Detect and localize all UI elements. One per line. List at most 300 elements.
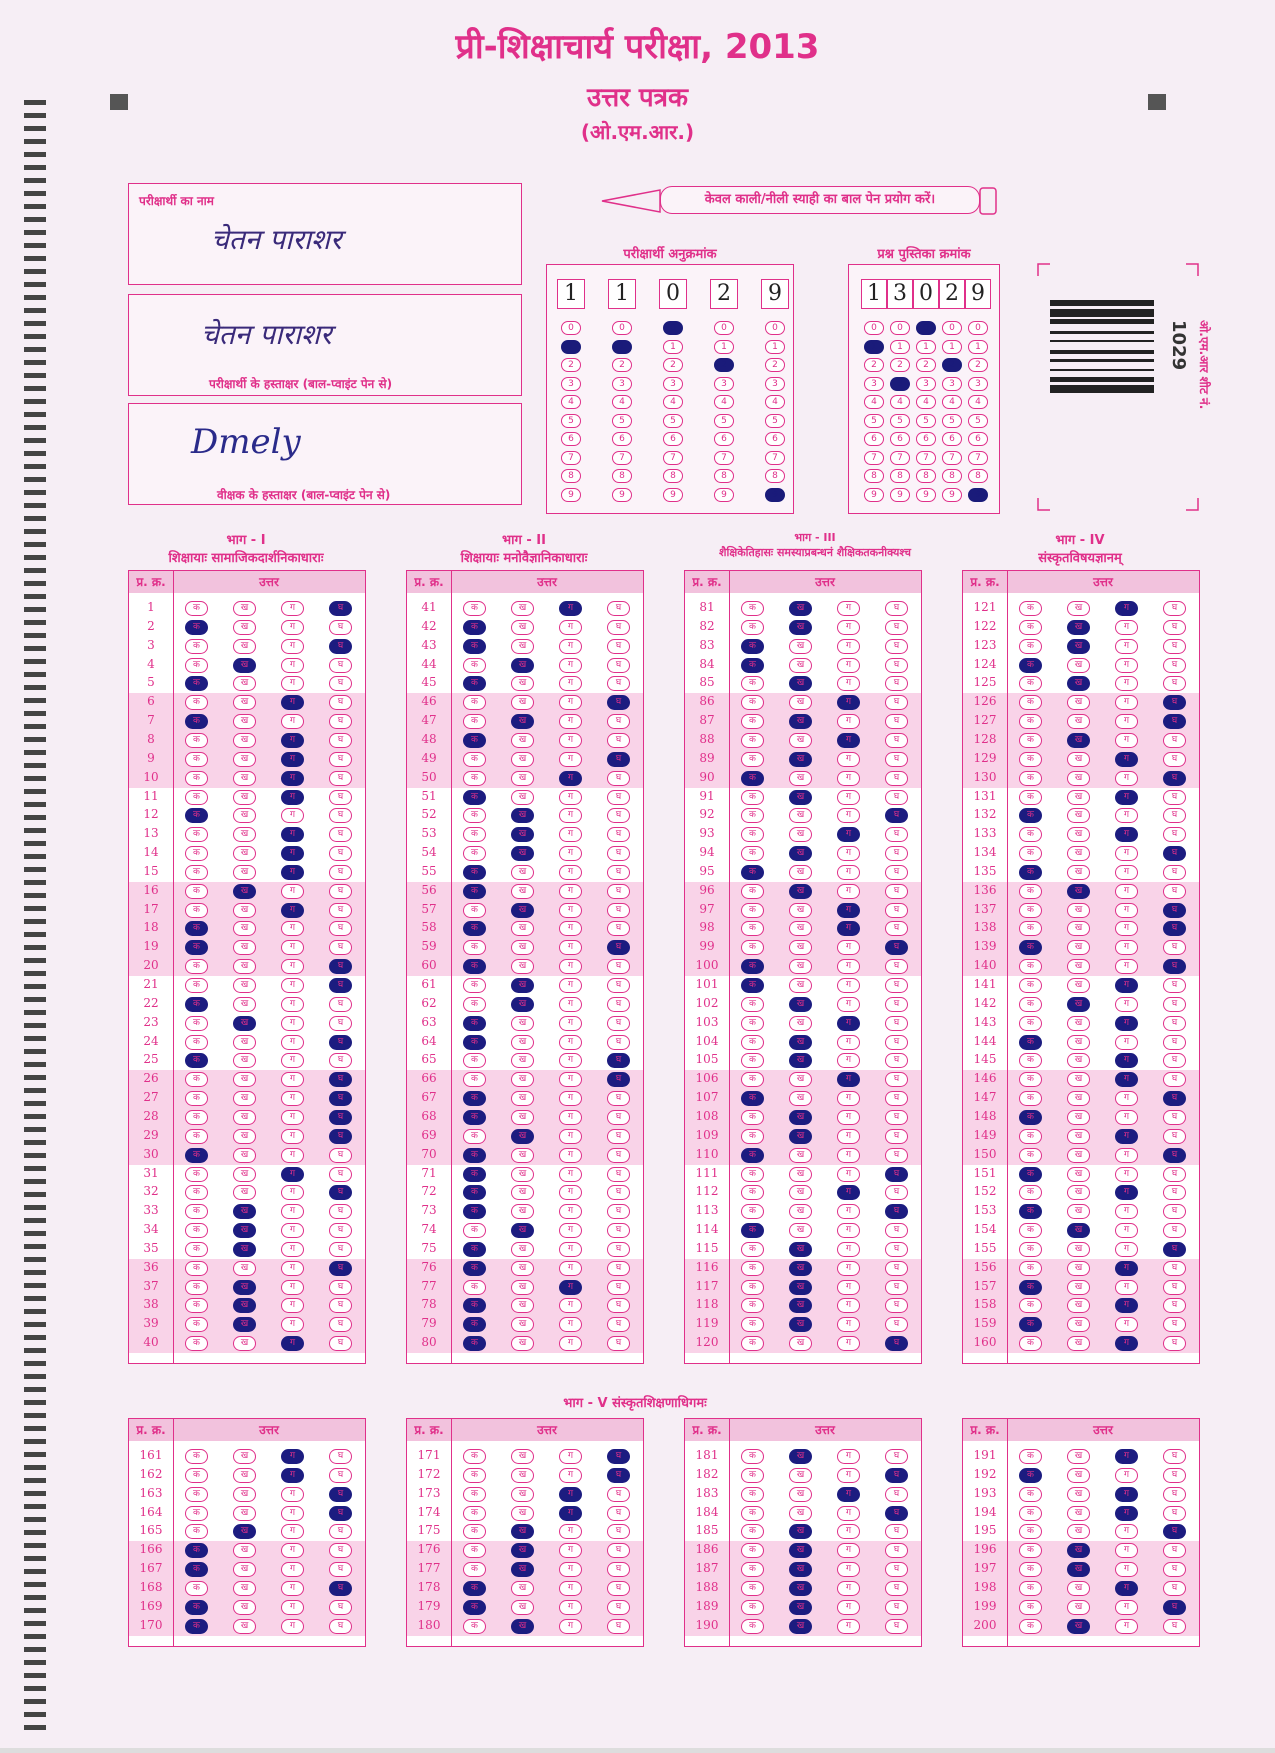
option-bubble[interactable]: क [463,808,486,823]
option-bubble[interactable]: क [741,1581,764,1596]
option-bubble[interactable]: ख [1067,1167,1090,1182]
option-bubble[interactable]: घ [329,1148,352,1163]
option-bubble[interactable]: ग [559,1242,582,1257]
option-bubble[interactable]: क [1019,1298,1042,1313]
option-bubble[interactable]: क [741,959,764,974]
option-bubble[interactable]: ग [837,1543,860,1558]
option-bubble[interactable]: ख [1067,1185,1090,1200]
option-bubble[interactable]: ख [233,1468,256,1483]
option-bubble[interactable]: घ [1163,639,1186,654]
option-bubble[interactable]: ख [233,1619,256,1634]
option-bubble[interactable]: घ [329,1129,352,1144]
option-bubble[interactable]: क [185,771,208,786]
digit-bubble[interactable]: 6 [968,432,988,446]
option-bubble[interactable]: क [1019,771,1042,786]
option-bubble[interactable]: घ [607,639,630,654]
option-bubble[interactable]: ख [789,997,812,1012]
candidate-signature[interactable]: चेतन पाराशर [201,318,332,351]
digit-bubble[interactable]: 5 [864,414,884,428]
option-bubble[interactable]: क [1019,676,1042,691]
digit-bubble[interactable]: 7 [612,451,632,465]
option-bubble[interactable]: ग [281,1204,304,1219]
option-bubble[interactable]: ख [233,1110,256,1125]
option-bubble[interactable]: ग [837,1242,860,1257]
option-bubble[interactable]: घ [885,658,908,673]
option-bubble[interactable]: घ [1163,1581,1186,1596]
option-bubble[interactable]: ग [281,940,304,955]
digit-bubble[interactable]: 3 [663,377,683,391]
option-bubble[interactable]: ग [837,1581,860,1596]
option-bubble[interactable]: ख [1067,884,1090,899]
option-bubble[interactable]: ख [511,1543,534,1558]
digit-bubble[interactable]: 3 [765,377,785,391]
option-bubble[interactable]: क [741,1223,764,1238]
option-bubble[interactable]: ख [1067,1129,1090,1144]
digit-bubble[interactable]: 6 [916,432,936,446]
digit-bubble[interactable]: 1 [714,340,734,354]
option-bubble[interactable]: घ [607,1185,630,1200]
option-bubble[interactable]: ख [233,1581,256,1596]
option-bubble[interactable]: ग [281,1185,304,1200]
digit-bubble[interactable]: 5 [890,414,910,428]
option-bubble[interactable]: ग [837,1487,860,1502]
option-bubble[interactable]: ग [559,1053,582,1068]
digit-bubble[interactable]: 5 [916,414,936,428]
option-bubble[interactable]: ख [789,1336,812,1351]
option-bubble[interactable]: घ [885,1468,908,1483]
option-bubble[interactable]: घ [885,1242,908,1257]
option-bubble[interactable]: ख [1067,752,1090,767]
digit-bubble[interactable]: 6 [612,432,632,446]
option-bubble[interactable]: क [463,1091,486,1106]
option-bubble[interactable]: ग [1115,1468,1138,1483]
digit-bubble[interactable]: 8 [916,469,936,483]
option-bubble[interactable]: ग [1115,658,1138,673]
option-bubble[interactable]: क [741,884,764,899]
option-bubble[interactable]: घ [607,1619,630,1634]
option-bubble[interactable]: ख [1067,1053,1090,1068]
option-bubble[interactable]: घ [1163,1619,1186,1634]
option-bubble[interactable]: घ [1163,846,1186,861]
digit-bubble[interactable]: 5 [612,414,632,428]
option-bubble[interactable]: घ [329,1053,352,1068]
option-bubble[interactable]: घ [1163,1487,1186,1502]
option-bubble[interactable]: क [1019,790,1042,805]
option-bubble[interactable]: घ [329,1035,352,1050]
option-bubble[interactable]: ग [281,1148,304,1163]
option-bubble[interactable]: ग [1115,884,1138,899]
option-bubble[interactable]: ग [1115,997,1138,1012]
option-bubble[interactable]: ग [559,1129,582,1144]
digit-bubble[interactable]: 8 [663,469,683,483]
option-bubble[interactable]: घ [329,1600,352,1615]
option-bubble[interactable]: ग [837,601,860,616]
option-bubble[interactable]: ख [1067,620,1090,635]
option-bubble[interactable]: क [1019,658,1042,673]
option-bubble[interactable]: क [185,676,208,691]
option-bubble[interactable]: क [741,1280,764,1295]
option-bubble[interactable]: ग [1115,620,1138,635]
option-bubble[interactable]: ख [511,695,534,710]
option-bubble[interactable]: क [463,1185,486,1200]
option-bubble[interactable]: ग [281,676,304,691]
option-bubble[interactable]: क [185,639,208,654]
option-bubble[interactable]: घ [885,639,908,654]
option-bubble[interactable]: घ [885,733,908,748]
option-bubble[interactable]: घ [329,1581,352,1596]
option-bubble[interactable]: क [463,601,486,616]
digit-bubble[interactable]: 2 [890,358,910,372]
option-bubble[interactable]: घ [1163,1317,1186,1332]
option-bubble[interactable]: घ [607,1110,630,1125]
option-bubble[interactable]: घ [329,1016,352,1031]
option-bubble[interactable]: ख [233,1543,256,1558]
option-bubble[interactable]: ग [559,790,582,805]
option-bubble[interactable]: ख [511,1204,534,1219]
option-bubble[interactable]: ख [789,1072,812,1087]
option-bubble[interactable]: क [463,1600,486,1615]
option-bubble[interactable]: क [185,1035,208,1050]
option-bubble[interactable]: क [741,620,764,635]
option-bubble[interactable]: ग [837,1468,860,1483]
option-bubble[interactable]: ग [281,601,304,616]
digit-bubble[interactable]: 6 [714,432,734,446]
option-bubble[interactable]: ख [511,658,534,673]
option-bubble[interactable]: क [463,1506,486,1521]
option-bubble[interactable]: ख [511,1261,534,1276]
option-bubble[interactable]: ग [837,1016,860,1031]
option-bubble[interactable]: क [463,959,486,974]
digit-bubble[interactable]: 9 [968,488,988,502]
option-bubble[interactable]: घ [607,1581,630,1596]
option-bubble[interactable]: ख [789,1053,812,1068]
option-bubble[interactable]: घ [1163,1336,1186,1351]
digit-bubble[interactable]: 9 [612,488,632,502]
option-bubble[interactable]: ग [1115,1167,1138,1182]
option-bubble[interactable]: घ [607,1167,630,1182]
option-bubble[interactable]: ग [281,1298,304,1313]
option-bubble[interactable]: क [741,1487,764,1502]
digit-bubble[interactable]: 9 [714,488,734,502]
option-bubble[interactable]: क [741,601,764,616]
option-bubble[interactable]: क [1019,1524,1042,1539]
option-bubble[interactable]: ख [511,676,534,691]
option-bubble[interactable]: घ [607,1223,630,1238]
option-bubble[interactable]: घ [607,1600,630,1615]
option-bubble[interactable]: घ [607,1468,630,1483]
option-bubble[interactable]: क [741,978,764,993]
option-bubble[interactable]: ख [511,1619,534,1634]
digit-bubble[interactable]: 1 [612,340,632,354]
option-bubble[interactable]: ख [511,827,534,842]
option-bubble[interactable]: क [463,978,486,993]
option-bubble[interactable]: क [741,658,764,673]
option-bubble[interactable]: ख [789,959,812,974]
option-bubble[interactable]: ग [559,1619,582,1634]
option-bubble[interactable]: क [463,695,486,710]
option-bubble[interactable]: ख [1067,1035,1090,1050]
option-bubble[interactable]: क [1019,997,1042,1012]
option-bubble[interactable]: क [741,903,764,918]
option-bubble[interactable]: घ [607,1317,630,1332]
option-bubble[interactable]: ख [789,846,812,861]
option-bubble[interactable]: ग [281,921,304,936]
option-bubble[interactable]: क [1019,865,1042,880]
option-bubble[interactable]: घ [329,658,352,673]
option-bubble[interactable]: घ [1163,1261,1186,1276]
option-bubble[interactable]: क [463,1317,486,1332]
option-bubble[interactable]: क [1019,714,1042,729]
digit-bubble[interactable]: 3 [890,377,910,391]
option-bubble[interactable]: घ [329,1506,352,1521]
option-bubble[interactable]: घ [329,1468,352,1483]
option-bubble[interactable]: ग [559,959,582,974]
option-bubble[interactable]: ख [233,771,256,786]
option-bubble[interactable]: ख [511,1185,534,1200]
invigilator-signature[interactable]: Dmely [191,422,301,462]
option-bubble[interactable]: घ [885,1223,908,1238]
option-bubble[interactable]: घ [607,658,630,673]
option-bubble[interactable]: घ [329,714,352,729]
option-bubble[interactable]: घ [607,601,630,616]
option-bubble[interactable]: क [463,1242,486,1257]
option-bubble[interactable]: घ [1163,978,1186,993]
option-bubble[interactable]: घ [329,1317,352,1332]
option-bubble[interactable]: ख [233,978,256,993]
option-bubble[interactable]: क [1019,808,1042,823]
option-bubble[interactable]: क [463,1148,486,1163]
option-bubble[interactable]: क [185,959,208,974]
option-bubble[interactable]: घ [329,1487,352,1502]
option-bubble[interactable]: क [185,1110,208,1125]
option-bubble[interactable]: ग [281,1035,304,1050]
option-bubble[interactable]: क [463,1619,486,1634]
option-bubble[interactable]: ख [233,1053,256,1068]
digit-bubble[interactable]: 1 [561,340,581,354]
option-bubble[interactable]: ग [1115,695,1138,710]
option-bubble[interactable]: ग [1115,1298,1138,1313]
option-bubble[interactable]: ग [559,1506,582,1521]
option-bubble[interactable]: घ [329,1543,352,1558]
option-bubble[interactable]: घ [885,1317,908,1332]
option-bubble[interactable]: क [185,733,208,748]
option-bubble[interactable]: ग [837,1506,860,1521]
option-bubble[interactable]: घ [885,1619,908,1634]
option-bubble[interactable]: ग [1115,1261,1138,1276]
option-bubble[interactable]: ख [511,790,534,805]
option-bubble[interactable]: घ [1163,1148,1186,1163]
digit-bubble[interactable]: 0 [864,321,884,335]
option-bubble[interactable]: ग [559,1110,582,1125]
option-bubble[interactable]: ख [789,940,812,955]
option-bubble[interactable]: ग [837,790,860,805]
option-bubble[interactable]: क [741,695,764,710]
option-bubble[interactable]: ग [837,1336,860,1351]
option-bubble[interactable]: घ [1163,1053,1186,1068]
option-bubble[interactable]: ख [1067,1487,1090,1502]
option-bubble[interactable]: ख [1067,771,1090,786]
option-bubble[interactable]: ख [1067,1506,1090,1521]
option-bubble[interactable]: क [185,940,208,955]
option-bubble[interactable]: ग [1115,1317,1138,1332]
option-bubble[interactable]: घ [885,1506,908,1521]
digit-bubble[interactable]: 4 [561,395,581,409]
option-bubble[interactable]: ग [837,1449,860,1464]
option-bubble[interactable]: क [1019,620,1042,635]
option-bubble[interactable]: घ [329,846,352,861]
option-bubble[interactable]: क [1019,1336,1042,1351]
candidate-name-value[interactable]: चेतन पाराशर [211,223,342,256]
option-bubble[interactable]: क [463,1053,486,1068]
option-bubble[interactable]: ख [1067,1524,1090,1539]
option-bubble[interactable]: ग [837,1600,860,1615]
option-bubble[interactable]: ग [281,1600,304,1615]
option-bubble[interactable]: ख [1067,1468,1090,1483]
option-bubble[interactable]: घ [607,978,630,993]
option-bubble[interactable]: घ [1163,752,1186,767]
option-bubble[interactable]: क [463,790,486,805]
option-bubble[interactable]: ग [1115,978,1138,993]
option-bubble[interactable]: ख [789,1487,812,1502]
option-bubble[interactable]: ख [1067,1543,1090,1558]
digit-bubble[interactable]: 4 [714,395,734,409]
option-bubble[interactable]: ख [233,1167,256,1182]
option-bubble[interactable]: क [463,1336,486,1351]
option-bubble[interactable]: ग [559,676,582,691]
option-bubble[interactable]: क [741,639,764,654]
option-bubble[interactable]: ग [559,846,582,861]
option-bubble[interactable]: ग [281,733,304,748]
option-bubble[interactable]: ख [789,865,812,880]
option-bubble[interactable]: ग [837,978,860,993]
option-bubble[interactable]: क [1019,1543,1042,1558]
option-bubble[interactable]: ग [1115,1543,1138,1558]
option-bubble[interactable]: घ [329,1336,352,1351]
digit-bubble[interactable]: 4 [765,395,785,409]
option-bubble[interactable]: ग [1115,1091,1138,1106]
option-bubble[interactable]: ग [559,1581,582,1596]
option-bubble[interactable]: घ [607,620,630,635]
digit-bubble[interactable]: 4 [890,395,910,409]
option-bubble[interactable]: ख [1067,940,1090,955]
option-bubble[interactable]: घ [607,790,630,805]
option-bubble[interactable]: ग [559,1261,582,1276]
option-bubble[interactable]: घ [329,997,352,1012]
option-bubble[interactable]: क [1019,1506,1042,1521]
option-bubble[interactable]: क [185,1524,208,1539]
option-bubble[interactable]: ख [511,1167,534,1182]
option-bubble[interactable]: घ [1163,601,1186,616]
option-bubble[interactable]: क [185,1261,208,1276]
option-bubble[interactable]: ग [837,884,860,899]
option-bubble[interactable]: घ [607,752,630,767]
option-bubble[interactable]: क [463,1072,486,1087]
option-bubble[interactable]: क [463,1280,486,1295]
option-bubble[interactable]: ख [1067,1449,1090,1464]
option-bubble[interactable]: क [185,808,208,823]
option-bubble[interactable]: क [463,827,486,842]
option-bubble[interactable]: ख [511,1581,534,1596]
option-bubble[interactable]: घ [885,695,908,710]
option-bubble[interactable]: ग [559,601,582,616]
digit-bubble[interactable]: 7 [890,451,910,465]
option-bubble[interactable]: ग [281,959,304,974]
option-bubble[interactable]: घ [885,1035,908,1050]
option-bubble[interactable]: ख [233,1336,256,1351]
option-bubble[interactable]: ग [837,1298,860,1313]
option-bubble[interactable]: ख [1067,676,1090,691]
option-bubble[interactable]: ग [837,1317,860,1332]
option-bubble[interactable]: क [1019,1261,1042,1276]
option-bubble[interactable]: ख [789,1035,812,1050]
option-bubble[interactable]: घ [607,1035,630,1050]
option-bubble[interactable]: घ [1163,1524,1186,1539]
option-bubble[interactable]: ख [511,884,534,899]
option-bubble[interactable]: ख [511,1242,534,1257]
option-bubble[interactable]: ख [1067,903,1090,918]
option-bubble[interactable]: घ [329,790,352,805]
option-bubble[interactable]: ख [233,733,256,748]
option-bubble[interactable]: घ [1163,1016,1186,1031]
option-bubble[interactable]: ग [559,733,582,748]
option-bubble[interactable]: ख [511,997,534,1012]
option-bubble[interactable]: ख [789,827,812,842]
option-bubble[interactable]: क [185,695,208,710]
option-bubble[interactable]: ग [1115,1110,1138,1125]
option-bubble[interactable]: ग [559,921,582,936]
option-bubble[interactable]: क [463,1110,486,1125]
option-bubble[interactable]: ग [559,997,582,1012]
option-bubble[interactable]: क [1019,752,1042,767]
digit-bubble[interactable]: 7 [663,451,683,465]
option-bubble[interactable]: ग [837,846,860,861]
option-bubble[interactable]: क [185,1280,208,1295]
option-bubble[interactable]: ग [837,771,860,786]
digit-bubble[interactable]: 7 [864,451,884,465]
option-bubble[interactable]: ख [233,752,256,767]
option-bubble[interactable]: घ [885,959,908,974]
option-bubble[interactable]: ग [559,1317,582,1332]
digit-bubble[interactable]: 1 [890,340,910,354]
option-bubble[interactable]: ग [837,733,860,748]
option-bubble[interactable]: ख [233,1016,256,1031]
option-bubble[interactable]: घ [1163,790,1186,805]
option-bubble[interactable]: क [1019,940,1042,955]
option-bubble[interactable]: ग [559,940,582,955]
option-bubble[interactable]: ख [233,884,256,899]
option-bubble[interactable]: ख [1067,601,1090,616]
digit-bubble[interactable]: 8 [968,469,988,483]
option-bubble[interactable]: क [741,1336,764,1351]
option-bubble[interactable]: ख [1067,997,1090,1012]
option-bubble[interactable]: घ [329,978,352,993]
option-bubble[interactable]: क [185,865,208,880]
option-bubble[interactable]: ग [1115,1035,1138,1050]
option-bubble[interactable]: घ [885,1148,908,1163]
option-bubble[interactable]: घ [329,601,352,616]
option-bubble[interactable]: क [185,884,208,899]
option-bubble[interactable]: ख [789,1242,812,1257]
option-bubble[interactable]: घ [1163,620,1186,635]
option-bubble[interactable]: घ [607,1204,630,1219]
option-bubble[interactable]: घ [607,997,630,1012]
option-bubble[interactable]: क [185,658,208,673]
option-bubble[interactable]: ख [233,1487,256,1502]
option-bubble[interactable]: क [463,921,486,936]
option-bubble[interactable]: क [185,1543,208,1558]
option-bubble[interactable]: ग [837,997,860,1012]
digit-bubble[interactable]: 4 [864,395,884,409]
